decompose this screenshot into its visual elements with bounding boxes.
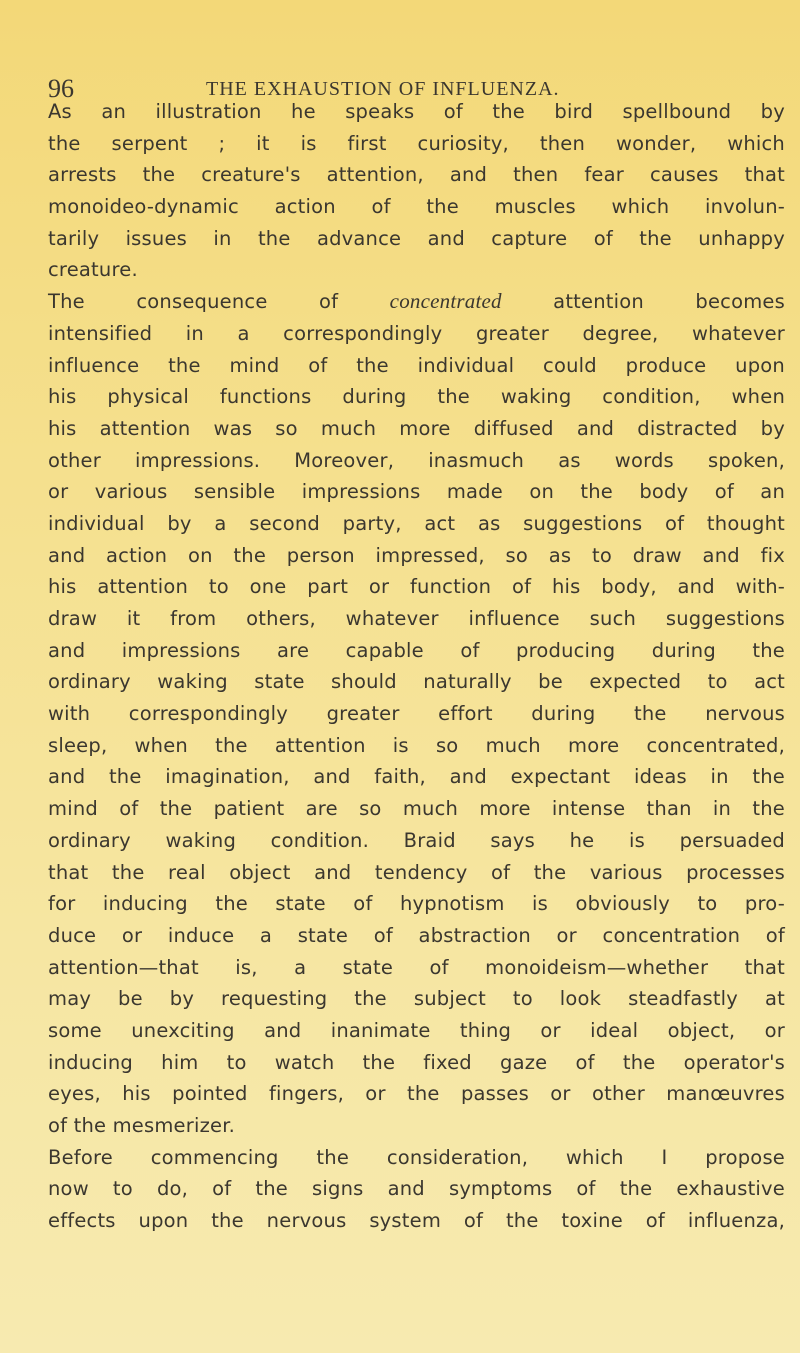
italic-emphasis: concentrated	[389, 289, 502, 314]
text-line: influence the mind of the individual could produce upon	[48, 353, 785, 377]
text-line: may be by requesting the subject to look steadfastly at	[48, 987, 785, 1011]
text-run: The consequence of	[48, 290, 390, 314]
paragraph-3	[48, 1142, 785, 1237]
text-line: As an illustration he speaks of the bird spellbound by	[48, 100, 785, 123]
text-line: sleep, when the attention is so much more concentrated,	[48, 733, 785, 757]
text-line: that the real object and tendency of the various processes	[48, 860, 785, 884]
text-line: tarily issues in the advance and capture of the unhappy	[48, 226, 785, 250]
text-line: and the imagination, and faith, and expectant ideas in the	[48, 765, 785, 789]
text-line: attention—that is, a state of monoideism—whether that	[48, 955, 785, 979]
text-line: monoideo-dynamic action of the muscles which involun-	[48, 195, 785, 219]
page-number: 96	[48, 74, 74, 103]
text-run: attention becomes	[501, 290, 785, 314]
text-line: eyes, his pointed fingers, or the passes or other manœuvres	[48, 1082, 785, 1106]
text-line: the serpent ; it is first curiosity, then wonder, which	[48, 131, 785, 155]
text-line: intensified in a correspondingly greater degree, whatever	[48, 321, 785, 345]
text-line: draw it from others, whatever influence such suggestions	[48, 607, 785, 630]
text-line: and impressions are capable of producing during the	[48, 638, 785, 662]
text-line: duce or induce a state of abstraction or concentration of	[48, 923, 785, 947]
text-line: Before commencing the consideration, which I propose	[48, 1145, 785, 1169]
running-title: THE EXHAUSTION OF INFLUENZA.	[206, 78, 560, 100]
text-line: arrests the creature's attention, and then fear causes that	[48, 163, 785, 187]
text-line: mind of the patient are so much more intense than in the	[48, 797, 785, 821]
text-line: his attention was so much more diffused and distracted by	[48, 416, 785, 440]
text-line: of the mesmerizer.	[48, 1114, 236, 1137]
text-line: some unexciting and inanimate thing or ideal object, or	[48, 1018, 785, 1042]
page-body	[48, 96, 785, 1237]
text-line: his attention to one part or function of his body, and with-	[48, 575, 785, 599]
text-line: ordinary waking condition. Braid says he is persuaded	[48, 828, 785, 852]
paragraph-1	[48, 96, 785, 286]
text-line: ordinary waking state should naturally be expected to act	[48, 670, 785, 694]
text-line: individual by a second party, act as suggestions of thought	[48, 511, 785, 535]
text-line: now to do, of the signs and symptoms of the exhaustive	[48, 1177, 785, 1201]
text-line: or various sensible impressions made on the body of an	[48, 480, 785, 504]
text-line: for inducing the state of hypnotism is obviously to pro-	[48, 892, 785, 916]
text-line: and action on the person impressed, so as to draw and fix	[48, 543, 785, 567]
paragraph-2	[48, 286, 785, 1142]
text-line: creature.	[48, 258, 138, 282]
text-line: inducing him to watch the fixed gaze of the operator's	[48, 1050, 785, 1074]
text-line: effects upon the nervous system of the toxine of influenza,	[48, 1209, 785, 1233]
text-line: with correspondingly greater effort during the nervous	[48, 702, 785, 726]
text-line: other impressions. Moreover, inasmuch as words spoken,	[48, 448, 785, 472]
text-line: his physical functions during the waking condition, when	[48, 385, 785, 409]
text-line	[48, 286, 785, 318]
